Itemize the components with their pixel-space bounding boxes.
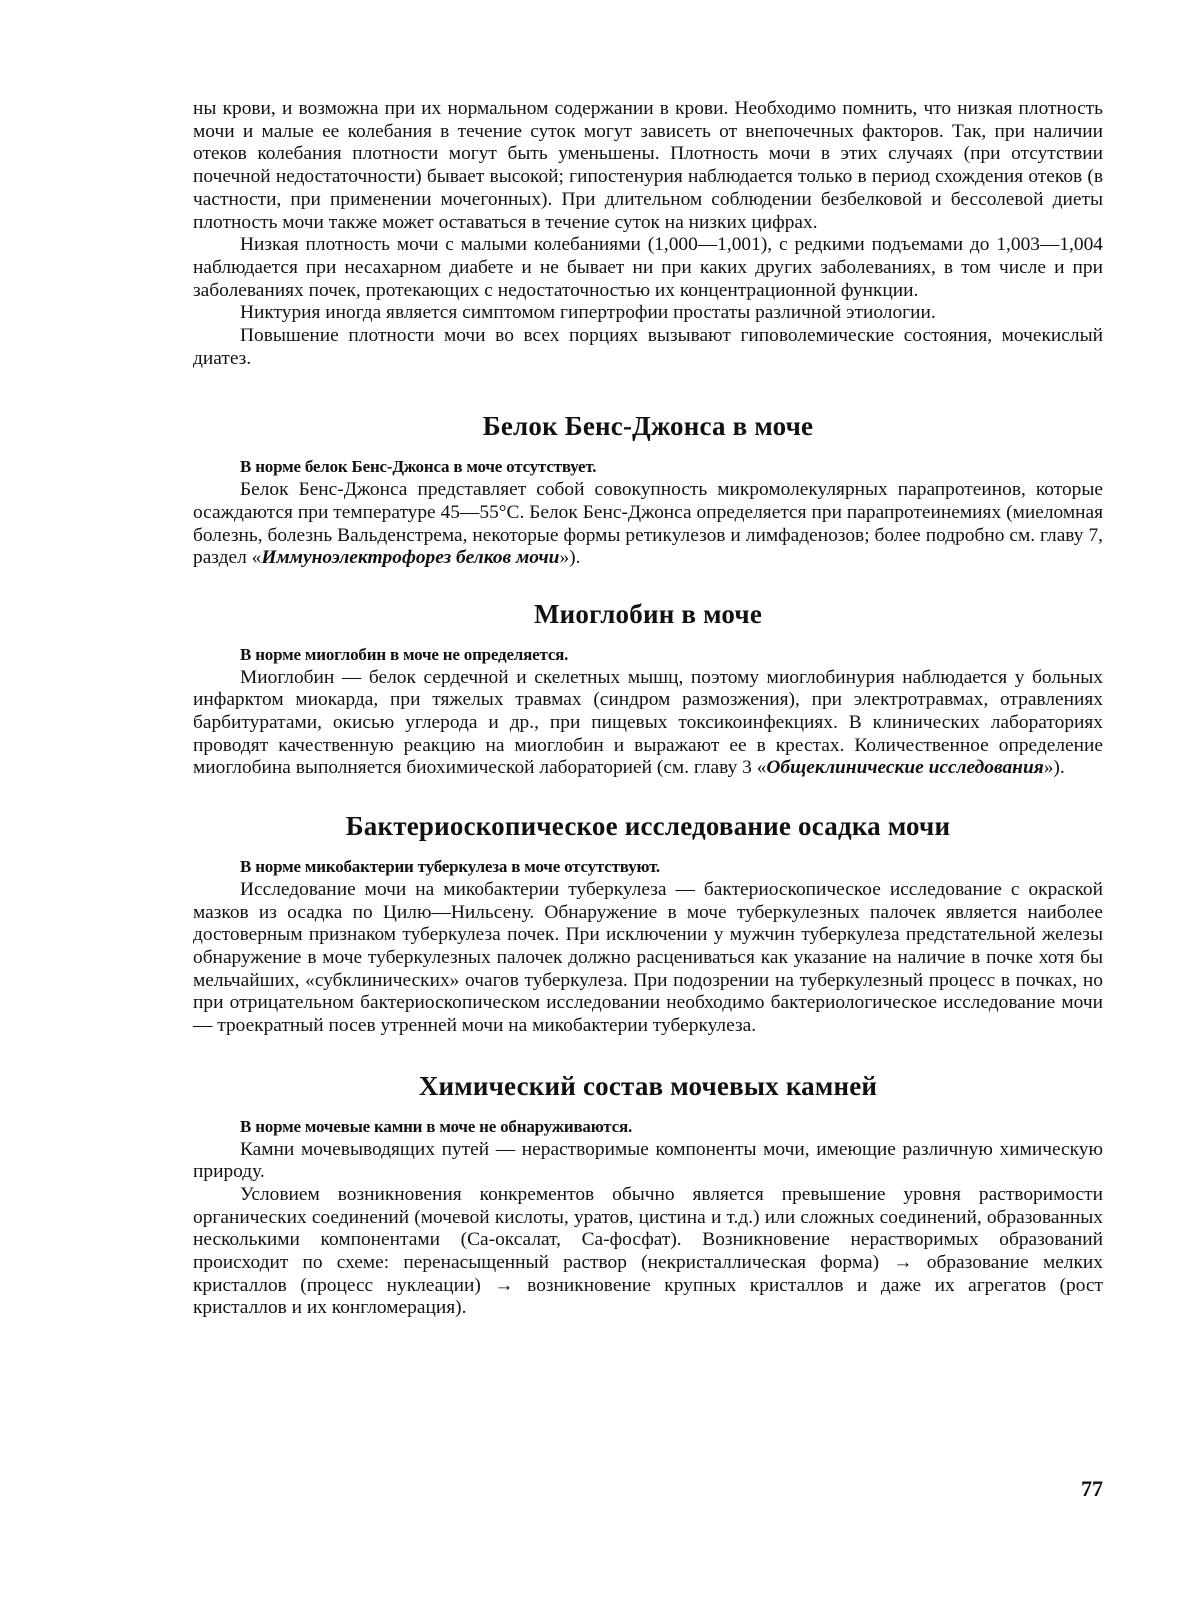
section-spacer — [193, 370, 1103, 410]
page-content — [193, 98, 1103, 1320]
myoglobin-reference: Общеклинические исследования — [766, 757, 1044, 779]
section-spacer — [193, 442, 1103, 456]
intro-paragraph-1: ны крови, и возможна при их нормальном содержании в крови. Необходимо помнить, что низкая плотность мочи и малые ее колебания в течение суток могут зависеть от внепочечных факторов. Так, при наличии отеков колебания плотности могут быть уменьшены. Плотность мочи в этих случаях (при отсутствии почечной недостаточности) бывает высокой; гипостенурия наблюдается только в период схождения отеков (в частности, при применении мочегонных). При длительном соблюдении безбелковой и бессолевой диеты плотность мочи также может оставаться в течение суток на низких цифрах. — [193, 98, 1103, 233]
intro-paragraph-3: Никтурия иногда является симптомом гипертрофии простаты различной этиологии. — [240, 302, 936, 324]
norm-statement-stones: В норме мочевые камни в моче не обнаруживаются. — [240, 1116, 633, 1136]
norm-statement-bacterioscopy: В норме микобактерии туберкулеза в моче отсутствуют. — [240, 857, 660, 877]
section-spacer — [193, 1038, 1103, 1070]
section-spacer — [193, 630, 1103, 644]
bence-jones-text-end: »). — [559, 547, 581, 569]
section-spacer — [193, 570, 1103, 598]
section-spacer — [193, 842, 1103, 856]
norm-statement-bence-jones: В норме белок Бенс-Джонса в моче отсутствует. — [240, 457, 597, 477]
bacterioscopy-paragraph: Исследование мочи на микобактерии туберкулеза — бактериоскопическое исследование с окраской мазков из осадка по Цилю—Нильсену. Обнаружение в моче туберкулезных палочек является наиболее достоверным признаком туберкулеза почек. При исключении у мужчин туберкулеза предстательной железы обнаружение в моче туберкулезных палочек должно расцениваться как указание на наличие в почке хотя бы мельчайших, «субклинических» очагов туберкулеза. При подозрении на туберкулезный процесс в почках, но при отрицательном бактериоскопическом исследовании необходимо бактериологическое исследование мочи — троекратный посев утренней мочи на микобактерии туберкулеза. — [193, 878, 1103, 1037]
section-title-bacterioscopy: Бактериоскопическое исследование осадка мочи — [345, 811, 951, 842]
section-title-stones: Химический состав мочевых камней — [418, 1070, 878, 1101]
myoglobin-text-end: »). — [1043, 757, 1065, 779]
section-spacer — [193, 1102, 1103, 1116]
myoglobin-paragraph — [193, 667, 1103, 781]
bence-jones-paragraph — [193, 479, 1103, 570]
myoglobin-text: Миоглобин — белок сердечной и скелетных мышц, поэтому миоглобинурия наблюдается у больных инфарктом миокарда, при тяжелых травмах (синдром размозжения), при электротравмах, отравлениях барбитуратами, окисью углерода и др., при пищевых токсикоинфекциях. В клинических лабораториях проводят качественную реакцию на миоглобин и выражают ее в крестах. Количественное определение миоглобина выполняется биохимической лабораторией (см. главу 3 « — [193, 666, 1103, 779]
norm-statement-myoglobin: В норме миоглобин в моче не определяется. — [240, 644, 569, 664]
bence-jones-reference: Иммуноэлектрофорез белков мочи — [261, 547, 560, 569]
stones-paragraph-2: Условием возникновения конкрементов обычно является превышение уровня растворимости органических соединений (мочевой кислоты, уратов, цистина и т.д.) или сложных соединений, образованных несколькими компонентами (Са-оксалат, Са-фосфат). Возникновение нерастворимых образований происходит по схеме: перенасыщенный раствор (некристаллическая форма) → образование мелких кристаллов (процесс нуклеации) → возникновение крупных кристаллов и даже их агрегатов (рост кристаллов и их конгломерация). — [193, 1183, 1103, 1319]
section-spacer — [193, 780, 1103, 810]
section-title-bence-jones: Белок Бенс-Джонса в моче — [482, 411, 814, 442]
bence-jones-text: Белок Бенс-Джонса представляет собой совокупность микромолекулярных парапротеинов, которые осаждаются при температуре 45—55°С. Белок Бенс-Джонса определяется при парапротеинемиях (миеломная болезнь, болезнь Вальденстрема, некоторые формы ретикулезов и лимфаденозов; более подробно см. главу 7, раздел « — [193, 479, 1103, 569]
section-title-myoglobin: Миоглобин в моче — [533, 598, 763, 629]
page-number: 77 — [1081, 1476, 1103, 1501]
stones-paragraph-1: Камни мочевыводящих путей — нерастворимые компоненты мочи, имеющие различную химическую природу. — [193, 1138, 1103, 1183]
intro-paragraph-4: Повышение плотности мочи во всех порциях вызывают гиповолемические состояния, мочекислый диатез. — [193, 325, 1103, 369]
intro-paragraph-2: Низкая плотность мочи с малыми колебаниями (1,000—1,001), с редкими подъемами до 1,003—1,004 наблюдается при несахарном диабете и не бывает ни при каких других заболеваниях, в том числе и при заболеваниях почек, протекающих с недостаточностью их концентрационной функции. — [193, 234, 1103, 301]
